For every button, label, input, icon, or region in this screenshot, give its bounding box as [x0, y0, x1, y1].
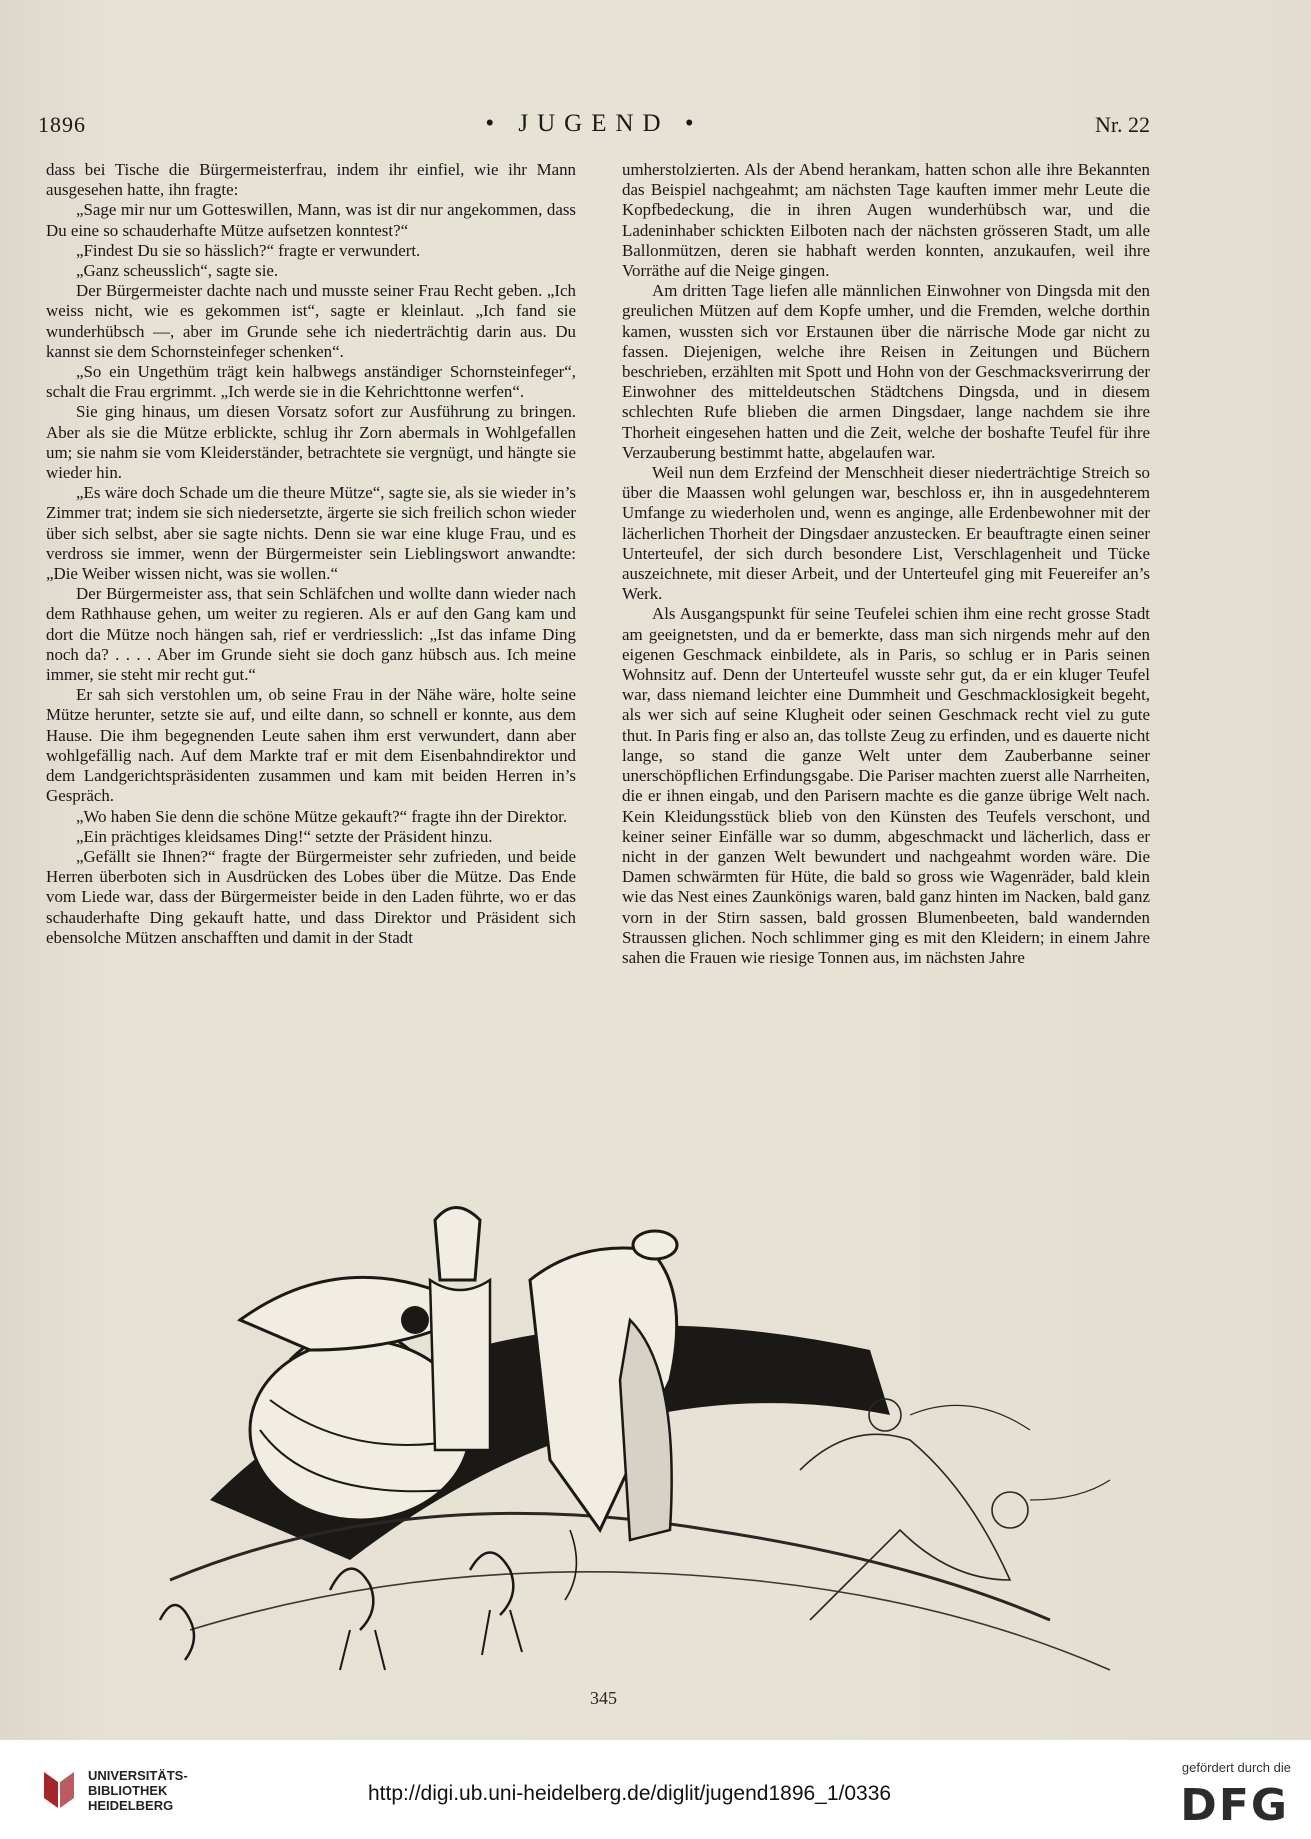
- paragraph: „Es wäre doch Schade um die theure Mütze“, sagte sie, als sie wieder in’s Zimmer trat; indem sie sich niedersetzte, ärgerte sie sich freilich schon wieder über sich selbst, aber sie sagte nichts. Denn sie war eine kluge Frau, und es verdross sie immer, wenn der Bürgermeister sein Lieblingswort anwandte: „Die Weiber wissen nicht, was sie wollen.“: [46, 483, 576, 584]
- paragraph: „Ein prächtiges kleidsames Ding!“ setzte der Präsident hinzu.: [76, 826, 493, 846]
- paragraph: „Wo haben Sie denn die schöne Mütze gekauft?“ fragte ihn der Direktor.: [76, 806, 568, 826]
- viewer-footer: [0, 1740, 1311, 1839]
- library-name-line-1: UNIVERSITÄTS-: [88, 1768, 188, 1783]
- paragraph: Sie ging hinaus, um diesen Vorsatz sofort zur Ausführung zu bringen. Aber als sie die Mütze erblickte, schlug ihr Zorn abermals in Wohlgefallen um; sie nahm sie vom Kleiderständer, betrachtete sie vergnügt, und hängte sie wieder hin.: [46, 402, 576, 483]
- page-number: 345: [590, 1688, 617, 1708]
- header-title: • JUGEND •: [485, 110, 703, 137]
- left-text-column: [46, 160, 576, 948]
- dfg-logo: DFG: [1180, 1780, 1289, 1831]
- page-header: [38, 108, 1150, 148]
- paragraph: Der Bürgermeister dachte nach und musste seiner Frau Recht geben. „Ich weiss nicht, wie es gekommen ist“, sagte er kleinlaut. „Ich fand sie wunderhübsch —, aber im Grunde sehe ich niederträchtig darin aus. Du kannst sie dem Schornsteinfeger schenken“.: [46, 281, 576, 361]
- paragraph: Der Bürgermeister ass, that sein Schläfchen und wollte dann wieder nach dem Rathhause gehen, um weiter zu regieren. Als er auf den Gang kam und dort die Mütze noch hängen sah, rief er verdriesslich: „Ist das infame Ding noch da? . . . . Aber im Grunde sieht sie doch ganz hübsch aus. Ich meine immer, sie steht mir recht gut.“: [46, 584, 576, 685]
- paragraph: „So ein Ungethüm trägt kein halbwegs anständiger Schornsteinfeger“, schalt die Frau ergrimmt. „Ich werde sie in die Kehrichttonne werfen“.: [46, 362, 576, 402]
- university-library-logo-icon: [40, 1768, 78, 1812]
- paragraph: „Findest Du sie so hässlich?“ fragte er verwundert.: [76, 240, 421, 260]
- paragraph: Er sah sich verstohlen um, ob seine Frau in der Nähe wäre, holte seine Mütze herunter, setzte sie auf, und eilte dann, so schnell er konnte, aus dem Hause. Die ihm begegnenden Leute sahen ihm erst verwundert, dann aber wohlgefällig nach. Auf dem Markte traf er mit dem Eisenbahndirektor und dem Landgerichtspräsidenten zusammen und kam mit beiden Herren in’s Gespräch.: [46, 685, 576, 806]
- paragraph: „Gefällt sie Ihnen?“ fragte der Bürgermeister sehr zufrieden, und beide Herren überboten sich in Ausdrücken des Lobes über die Mütze. Das Ende vom Liede war, dass der Bürgermeister beide in den Laden führte, wo er das schauderhafte Ding gekauft hatte, und dass Direktor und Präsident sich ebensolche Mützen anschafften und damit in der Stadt: [46, 846, 576, 947]
- header-year: 1896: [38, 112, 86, 137]
- paragraph: Weil nun dem Erzfeind der Menschheit dieser niederträchtige Streich so über die Maassen wohl gelungen war, beschloss er, ihn in ausgedehnterem Umfange zu wiederholen und, wenn es anginge, alle Erdenbewohner mit der lächerlichen Thorheit der Dingsdaer anzustecken. Er beauftragte einen seiner Unterteufel, der sich durch besondere List, Verschlagenheit und Tücke auszeichnete, mit dieser Arbeit, und der Unterteufel ging mit Feuereifer an’s Werk.: [622, 463, 1150, 604]
- paragraph: dass bei Tische die Bürgermeisterfrau, indem ihr einfiel, wie ihr Mann ausgesehen hatte, ihn fragte:: [46, 160, 576, 200]
- paragraph: umherstolzierten. Als der Abend herankam, hatten schon alle ihre Bekannten das Beispiel nachgeahmt; am nächsten Tage kauften immer mehr Leute die Kopfbedeckung, die in ihren Augen wunderhübsch war, und die Ladeninhaber schickten Eilboten nach der nächsten grösseren Stadt, um alle Ballonmützen, deren sie habhaft werden konnten, anzukaufen, weil ihre Vorräthe auf die Neige gingen.: [622, 160, 1150, 281]
- paragraph: Als Ausgangspunkt für seine Teufelei schien ihm eine recht grosse Stadt am geeignetsten, und da er bemerkte, dass man sich nirgends mehr auf den eigenen Geschmack einbildete, als in Paris, so schlug er in Paris seinen Wohnsitz auf. Denn der Unterteufel wusste sehr gut, da er ein kluger Teufel war, dass niemand leichter eine Dummheit und Geschmacklosigkeit begeht, als wer sich auf seine Klugheit oder seinen Geschmack recht viel zu gute thut. In Paris fing er also an, das tollste Zeug zu erfinden, und es dauerte nicht lange, so stand die ganze Welt unter dem Zauberbanne seiner unerschöpflichen Erfindungsgabe. Die Pariser machten zuerst alle Narrheiten, die er ihnen eingab, und den Parisern machte es die ganze übrige Welt nach. Kein Kleidungsstück blieb von den Künsten des Teufels verschont, und keiner seiner Einfälle war so dumm, abgeschmackt und lächerlich, dass er nicht in der ganzen Welt bewundert und nachgeahmt worden wäre. Die Damen schwärmten für Hüte, die bald so gross wie Wagenräder, bald klein wie das Nest eines Zaunkönigs waren, bald ganz hinten im Nacken, bald ganz vorn in der Stirn sassen, bald grossen Blumenbeeten, bald wandernden Straussen glichen. Noch schlimmer ging es mit den Kleidern; in einem Jahre sahen die Frauen wie riesige Tonnen aus, im nächsten Jahre: [622, 604, 1150, 967]
- paragraph: „Sage mir nur um Gotteswillen, Mann, was ist dir nur angekommen, dass Du eine so schauderhafte Mütze aufsetzen konntest?“: [46, 200, 576, 240]
- funding-label: gefördert durch die: [1181, 1760, 1291, 1775]
- library-name-line-2: BIBLIOTHEK: [88, 1783, 168, 1798]
- paragraph: „Ganz scheusslich“, sagte sie.: [76, 261, 279, 281]
- library-name-line-3: HEIDELBERG: [88, 1798, 174, 1813]
- illustration-fashion-procession: [150, 1200, 1150, 1690]
- paragraph: Am dritten Tage liefen alle männlichen Einwohner von Dingsda mit den greulichen Mützen auf dem Kopfe umher, und die Fremden, welche dorthin kamen, wussten sich vor Erstaunen über die närrische Mode gar nicht zu fassen. Diejenigen, welche ihre Reisen in Zeitungen und Büchern beschrieben, erzählten mit Spott und Hohn von der Geschmacksverirrung der Einwohner des mitteldeutschen Städtchens Dingsda, und in diesem schlechten Rufe blieben die armen Dingsdaer, lange nachdem sie ihre Thorheit eingesehen hatten und die Zeit, welche der boshafte Teufel für ihre Verzauberung bestimmt hatte, abgelaufen war.: [622, 281, 1150, 462]
- permalink-url[interactable]: http://digi.ub.uni-heidelberg.de/diglit/jugend1896_1/0336: [368, 1782, 892, 1805]
- header-issue: Nr. 22: [1095, 112, 1150, 137]
- library-name: [88, 1768, 188, 1813]
- right-text-column: [622, 160, 1150, 968]
